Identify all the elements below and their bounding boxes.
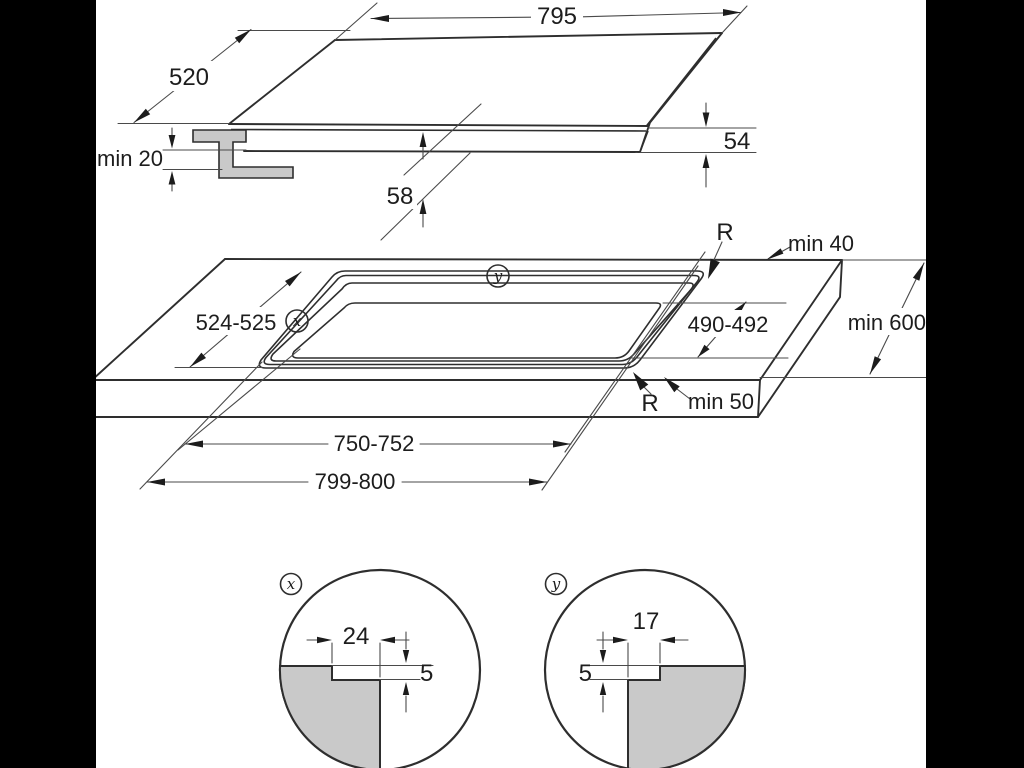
dim-min40 [766, 231, 854, 260]
glass-left-edge [229, 40, 335, 124]
letterbox-left [0, 0, 96, 768]
letterbox-right [926, 0, 1024, 768]
dim-label-54: 54 [723, 128, 751, 155]
dim-min600 [760, 260, 927, 378]
glass-front-edge [229, 124, 648, 126]
worktop-far-edge [225, 259, 842, 260]
callout-radius-top [708, 219, 734, 279]
detail-y-depth-label: 5 [578, 660, 592, 687]
glass-front-edge-inner [231, 130, 646, 132]
detail-x-worktop-section [280, 666, 380, 768]
dim-label-min20: min 20 [97, 146, 164, 171]
dim-750-752 [185, 431, 571, 456]
dim-54 [640, 103, 756, 187]
detail-x-width-label: 24 [342, 623, 370, 650]
ext-line-right-inner [565, 252, 705, 452]
dim-799-800 [147, 469, 547, 494]
dim-min50 [664, 377, 754, 414]
dim-label-799-800: 799-800 [314, 469, 396, 494]
ext-line-right-outer [542, 266, 698, 490]
worktop-cutout-view [92, 219, 927, 494]
detail-y-worktop-section [628, 666, 745, 768]
worktop-right-edge [760, 260, 842, 380]
dim-label-58: 58 [386, 183, 414, 210]
hob-side-view [97, 1, 756, 240]
detail-y [545, 570, 745, 768]
callout-radius-bottom [633, 372, 659, 417]
cutout-inner-hole-outline [293, 303, 661, 358]
ext-line-left-inner [178, 349, 300, 450]
dim-label-750-752: 750-752 [333, 431, 415, 456]
radius-label-bottom: R [641, 390, 659, 417]
detail-x-label: x [286, 575, 296, 593]
radius-label-top: R [716, 219, 734, 246]
dim-label-min40: min 40 [788, 231, 855, 256]
detail-x [280, 570, 480, 768]
detail-y-width-label: 17 [632, 608, 660, 635]
dim-label-min600: min 600 [847, 310, 926, 335]
dim-label-524-525: 524-525 [195, 310, 277, 335]
glass-far-edge [335, 33, 722, 40]
body-right-edge [640, 131, 648, 152]
detail-x-depth-label: 5 [420, 660, 434, 687]
dim-label-min50: min 50 [688, 389, 755, 414]
dim-520 [118, 30, 350, 124]
dim-label-520: 520 [168, 64, 210, 91]
detail-y-label: y [551, 575, 561, 593]
ext-line-left-outer [140, 362, 262, 489]
detail-y-marker-label: y [493, 267, 503, 285]
dim-label-795: 795 [536, 3, 578, 30]
worktop-front-right-corner [758, 380, 760, 417]
detail-x-marker-label: x [292, 312, 302, 330]
glass-right-edge [640, 33, 722, 152]
worktop-right-face [758, 260, 842, 417]
body-bottom-edge [244, 151, 640, 152]
dim-label-490-492: 490-492 [687, 312, 769, 337]
mounting-bracket-profile [193, 130, 293, 178]
